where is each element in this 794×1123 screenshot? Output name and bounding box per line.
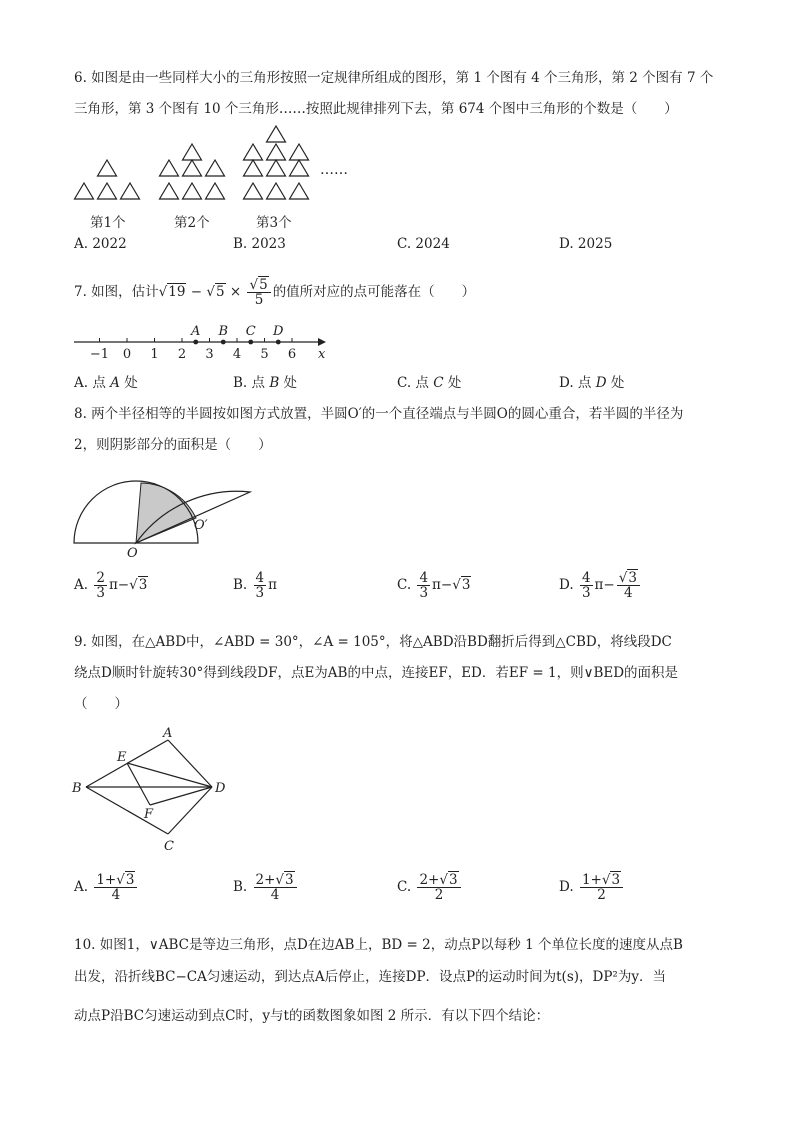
q7-point-label-c: C (245, 324, 256, 339)
q8-option-d: D. $\frac{4}{3}$ π− $\frac{√3}{4}$ (559, 571, 642, 600)
q10-stem-line3: 动点P沿BC匀速运动到点C时，y与t的函数图象如图 2 所示．有以下四个结论： (74, 1008, 550, 1024)
q7-tick-label: 1 (150, 347, 159, 362)
q7-option-d: D. 点 D 处 (559, 375, 625, 391)
q9-label-b: B (72, 781, 82, 796)
q7-tick-label: 6 (287, 347, 297, 362)
q10-stem-line2: 出发，沿折线BC−CA匀速运动，到达点A后停止，连接DP．设点P的运动时间为t(s)，DP²为y．当 (74, 969, 666, 985)
q6-option-c: C. 2024 (397, 236, 450, 252)
q6-fig-label-3: 第3个 (256, 215, 292, 231)
q9-label-e: E (117, 750, 127, 765)
q7-axis-label: x (318, 347, 326, 362)
q6-option-d: D. 2025 (559, 236, 613, 252)
q8-stem-line2: 2，则阴影部分的面积是（ ） (74, 437, 272, 453)
q6-stem-line1: 6. 如图是由一些同样大小的三角形按照一定规律所组成的图形，第 1 个图有 4 个三角形，第 2 个图有 7 个 (74, 70, 714, 86)
q8-stem-line1: 8. 两个半径相等的半圆按如图方式放置，半圆O′的一个直径端点与半圆O的圆心重合，若半圆的半径为 (74, 406, 684, 422)
q8-label-o-prime: O′ (194, 518, 208, 533)
q7-tick-label: 0 (122, 347, 132, 362)
q7-point-label-d: D (273, 324, 284, 339)
q9-stem-line2: 绕点D顺时针旋转30°得到线段DF，点E为AB的中点，连接EF，ED．若EF = 1，则∨BED的面积是 (74, 665, 679, 681)
q7-sqrt19: 19 (168, 284, 186, 300)
q10-stem-line1: 10. 如图1，∨ABC是等边三角形，点D在边AB上，BD = 2，动点P以每秒 1 个单位长度的速度从点B (74, 937, 683, 953)
q9-option-c: C. $\frac{2+√3}{2}$ (397, 873, 463, 902)
q9-label-d: D (215, 781, 226, 796)
q8-label-o: O (127, 546, 138, 561)
q9-label-a: A (163, 726, 173, 741)
q7-fraction: $\frac{√5}{5}$ (247, 278, 270, 307)
q6-option-a: A. 2022 (74, 236, 127, 252)
q7-prefix: 7. 如图，估计 (74, 284, 159, 300)
q7-tick-label: 4 (232, 347, 242, 362)
q7-option-a: A. 点 A 处 (74, 375, 138, 391)
q7-point-label-a: A (191, 324, 201, 339)
q7-sqrt5: 5 (215, 284, 225, 300)
q6-fig-label-2: 第2个 (174, 215, 210, 231)
q7-tick-label: 2 (177, 347, 187, 362)
q9-option-d: D. $\frac{1+√3}{2}$ (559, 873, 625, 902)
q7-option-c: C. 点 C 处 (397, 375, 462, 391)
q7-tick-label: 5 (260, 347, 269, 362)
q8-option-a: A. $\frac{2}{3}$ π−√3 (74, 570, 148, 602)
q7-stem: 7. 如图，估计√19 − √5 × $\frac{√5}{5}$ 的值所对应的点可能落在（ ） (74, 276, 476, 308)
q7-frac-den: 5 (254, 292, 264, 308)
q9-stem-line1: 9. 如图，在△ABD中，∠ABD = 30°，∠A = 105°，将△ABD沿BD翻折后得到△CBD，将线段DC (74, 634, 672, 650)
q7-option-b: B. 点 B 处 (233, 375, 298, 391)
q6-ellipsis: …… (320, 162, 348, 178)
q9-label-f: F (144, 807, 154, 822)
q9-option-b: B. $\frac{2+√3}{4}$ (233, 873, 299, 902)
q9-label-c: C (164, 839, 174, 854)
q9-stem-line3: （ ） (74, 696, 128, 712)
q7-tick-label: −1 (89, 347, 110, 362)
q6-option-b: B. 2023 (233, 236, 286, 252)
q8-option-c: C. $\frac{4}{3}$ π−√3 (397, 570, 471, 602)
q7-suffix: 的值所对应的点可能落在（ ） (272, 284, 476, 300)
q6-stem-line2: 三角形，第 3 个图有 10 个三角形……按照此规律排列下去，第 674 个图中三角形的个数是（ ） (74, 101, 678, 117)
q7-tick-label: 3 (205, 347, 214, 362)
q9-option-a: A. $\frac{1+√3}{4}$ (74, 873, 139, 902)
q6-fig-label-1: 第1个 (90, 215, 126, 231)
q8-option-b: B. $\frac{4}{3}$ π (233, 570, 277, 602)
q7-point-label-b: B (218, 324, 229, 339)
q7-minus: − (190, 284, 203, 300)
q7-frac-num: 5 (259, 276, 268, 293)
q7-times: × (229, 284, 242, 300)
